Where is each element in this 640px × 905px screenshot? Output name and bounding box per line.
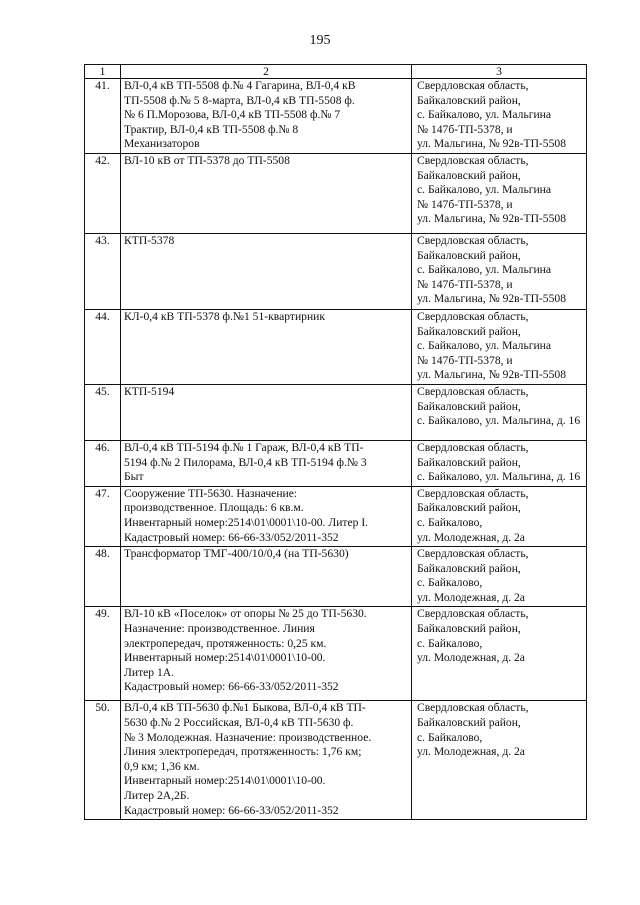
table-row (85, 384, 587, 440)
description-line: ВЛ-0,4 кВ ТП-5194 ф.№ 1 Гараж, ВЛ-0,4 кВ ТП- (124, 440, 364, 454)
row-number: 43. (85, 233, 121, 309)
address-line: с. Байкалово, (417, 730, 483, 744)
row-number: 50. (85, 701, 121, 820)
description-line: Быт (124, 470, 144, 484)
table-header-row (85, 65, 587, 79)
address-line: Свердловская область, (417, 233, 529, 247)
description-line: № 6 П.Морозова, ВЛ-0,4 кВ ТП-5508 ф.№ 7 (124, 108, 341, 122)
table-row (85, 440, 587, 486)
object-address (412, 79, 587, 154)
address-line: ул. Мальгина, № 92в-ТП-5508 (417, 368, 566, 382)
description-line: Инвентарный номер:2514\01\0001\10-00. Литер I. (124, 515, 369, 529)
description-line: Кадастровый номер: 66-66-33/052/2011-352 (124, 530, 339, 544)
description-line: КТП-5194 (124, 384, 175, 398)
address-line: с. Байкалово, ул. Мальгина, д. 16 (417, 470, 581, 484)
description-line: Литер 1А. (124, 665, 175, 679)
table-row (85, 486, 587, 546)
object-address (412, 309, 587, 384)
address-line: Байкаловский район, (417, 455, 521, 469)
address-line: Байкаловский район, (417, 399, 521, 413)
address-line: ул. Мальгина, № 92в-ТП-5508 (417, 292, 566, 306)
row-number: 49. (85, 607, 121, 701)
row-number: 44. (85, 309, 121, 384)
address-line: № 147б-ТП-5378, и (417, 277, 513, 291)
address-line: Свердловская область, (417, 440, 529, 454)
object-description (121, 153, 412, 233)
address-line: ул. Молодежная, д. 2а (417, 590, 525, 604)
description-line: Линия электропередач, протяженность: 1,76 км; (124, 745, 362, 759)
object-description (121, 547, 412, 607)
description-line: Инвентарный номер:2514\01\0001\10-00. (124, 651, 326, 665)
description-line: 5630 ф.№ 2 Российская, ВЛ-0,4 кВ ТП-5630 ф. (124, 716, 354, 730)
object-address (412, 701, 587, 820)
address-line: Байкаловский район, (417, 168, 521, 182)
row-number: 41. (85, 79, 121, 154)
address-line: Свердловская область, (417, 309, 529, 323)
description-line: Назначение: производственное. Линия (124, 622, 315, 636)
description-line: Инвентарный номер:2514\01\0001\10-00. (124, 774, 326, 788)
description-line: ВЛ-0,4 кВ ТП-5508 ф.№ 4 Гагарина, ВЛ-0,4 кВ (124, 79, 356, 92)
address-line: ул. Молодежная, д. 2а (417, 745, 525, 759)
address-line: Свердловская область, (417, 486, 529, 500)
description-line: Литер 2А,2Б. (124, 789, 190, 803)
address-line: с. Байкалово, ул. Мальгина, д. 16 (417, 414, 581, 428)
address-line: ул. Молодежная, д. 2а (417, 530, 525, 544)
address-line: № 147б-ТП-5378, и (417, 197, 513, 211)
address-line: Байкаловский район, (417, 93, 521, 107)
address-line: Свердловская область, (417, 79, 529, 92)
object-address (412, 233, 587, 309)
table-row (85, 547, 587, 607)
address-line: с. Байкалово, ул. Мальгина (417, 263, 552, 277)
row-number: 45. (85, 384, 121, 440)
description-line: ТП-5508 ф.№ 5 8-марта, ВЛ-0,4 кВ ТП-5508 ф. (124, 93, 355, 107)
description-line: ВЛ-0,4 кВ ТП-5630 ф.№1 Быкова, ВЛ-0,4 кВ ТП- (124, 701, 366, 715)
column-header-1: 1 (85, 65, 121, 79)
table-row (85, 309, 587, 384)
description-line: ВЛ-10 кВ «Поселок» от опоры № 25 до ТП-5630. (124, 607, 367, 621)
row-number: 47. (85, 486, 121, 546)
table-row (85, 79, 587, 154)
description-line: Трансформатор ТМГ-400/10/0,4 (на ТП-5630) (124, 547, 349, 561)
address-line: с. Байкалово, (417, 515, 483, 529)
column-header-3: 3 (412, 65, 587, 79)
description-line: 0,9 км; 1,36 км. (124, 759, 200, 773)
column-header-2: 2 (121, 65, 412, 79)
address-line: Байкаловский район, (417, 501, 521, 515)
object-address (412, 607, 587, 701)
description-line: 5194 ф.№ 2 Пилорама, ВЛ-0,4 кВ ТП-5194 ф.№ 3 (124, 455, 367, 469)
object-address (412, 440, 587, 486)
address-line: Байкаловский район, (417, 716, 521, 730)
description-line: КТП-5378 (124, 233, 175, 247)
address-line: Свердловская область, (417, 607, 529, 621)
page-number: 195 (309, 33, 331, 48)
row-number: 46. (85, 440, 121, 486)
description-line: производственное. Площадь: 6 кв.м. (124, 501, 304, 515)
description-line: Кадастровый номер: 66-66-33/052/2011-352 (124, 680, 339, 694)
address-line: с. Байкалово, ул. Мальгина (417, 339, 552, 353)
object-address (412, 153, 587, 233)
property-table (84, 64, 587, 820)
address-line: с. Байкалово, ул. Мальгина (417, 183, 552, 197)
object-description (121, 309, 412, 384)
description-line: Трактир, ВЛ-0,4 кВ ТП-5508 ф.№ 8 (124, 122, 299, 136)
address-line: с. Байкалово, (417, 576, 483, 590)
row-number: 48. (85, 547, 121, 607)
table-body (85, 65, 587, 820)
address-line: Свердловская область, (417, 384, 529, 398)
address-line: Свердловская область, (417, 547, 529, 561)
object-description (121, 701, 412, 820)
address-line: ул. Мальгина, № 92в-ТП-5508 (417, 137, 566, 151)
address-line: ул. Мальгина, № 92в-ТП-5508 (417, 212, 566, 226)
address-line: с. Байкалово, ул. Мальгина (417, 108, 552, 122)
table-row (85, 607, 587, 701)
description-line: № 3 Молодежная. Назначение: производственное. (124, 730, 372, 744)
table-row (85, 701, 587, 820)
table-row (85, 233, 587, 309)
description-line: Кадастровый номер: 66-66-33/052/2011-352 (124, 803, 339, 817)
table-row (85, 153, 587, 233)
address-line: с. Байкалово, (417, 636, 483, 650)
description-line: Механизаторов (124, 137, 200, 151)
address-line: № 147б-ТП-5378, и (417, 353, 513, 367)
object-description (121, 79, 412, 154)
object-description (121, 486, 412, 546)
object-address (412, 384, 587, 440)
description-line: ВЛ-10 кВ от ТП-5378 до ТП-5508 (124, 153, 290, 167)
object-description (121, 384, 412, 440)
address-line: ул. Молодежная, д. 2а (417, 651, 525, 665)
description-line: Сооружение ТП-5630. Назначение: (124, 486, 298, 500)
description-line: электропередач, протяженность: 0,25 км. (124, 636, 327, 650)
object-description (121, 440, 412, 486)
object-address (412, 486, 587, 546)
address-line: Байкаловский район, (417, 324, 521, 338)
address-line: Байкаловский район, (417, 248, 521, 262)
description-line: КЛ-0,4 кВ ТП-5378 ф.№1 51-квартирник (124, 309, 325, 323)
object-description (121, 607, 412, 701)
address-line: Байкаловский район, (417, 622, 521, 636)
object-address (412, 547, 587, 607)
object-description (121, 233, 412, 309)
address-line: Свердловская область, (417, 701, 529, 715)
row-number: 42. (85, 153, 121, 233)
address-line: Байкаловский район, (417, 561, 521, 575)
address-line: Свердловская область, (417, 153, 529, 167)
address-line: № 147б-ТП-5378, и (417, 122, 513, 136)
